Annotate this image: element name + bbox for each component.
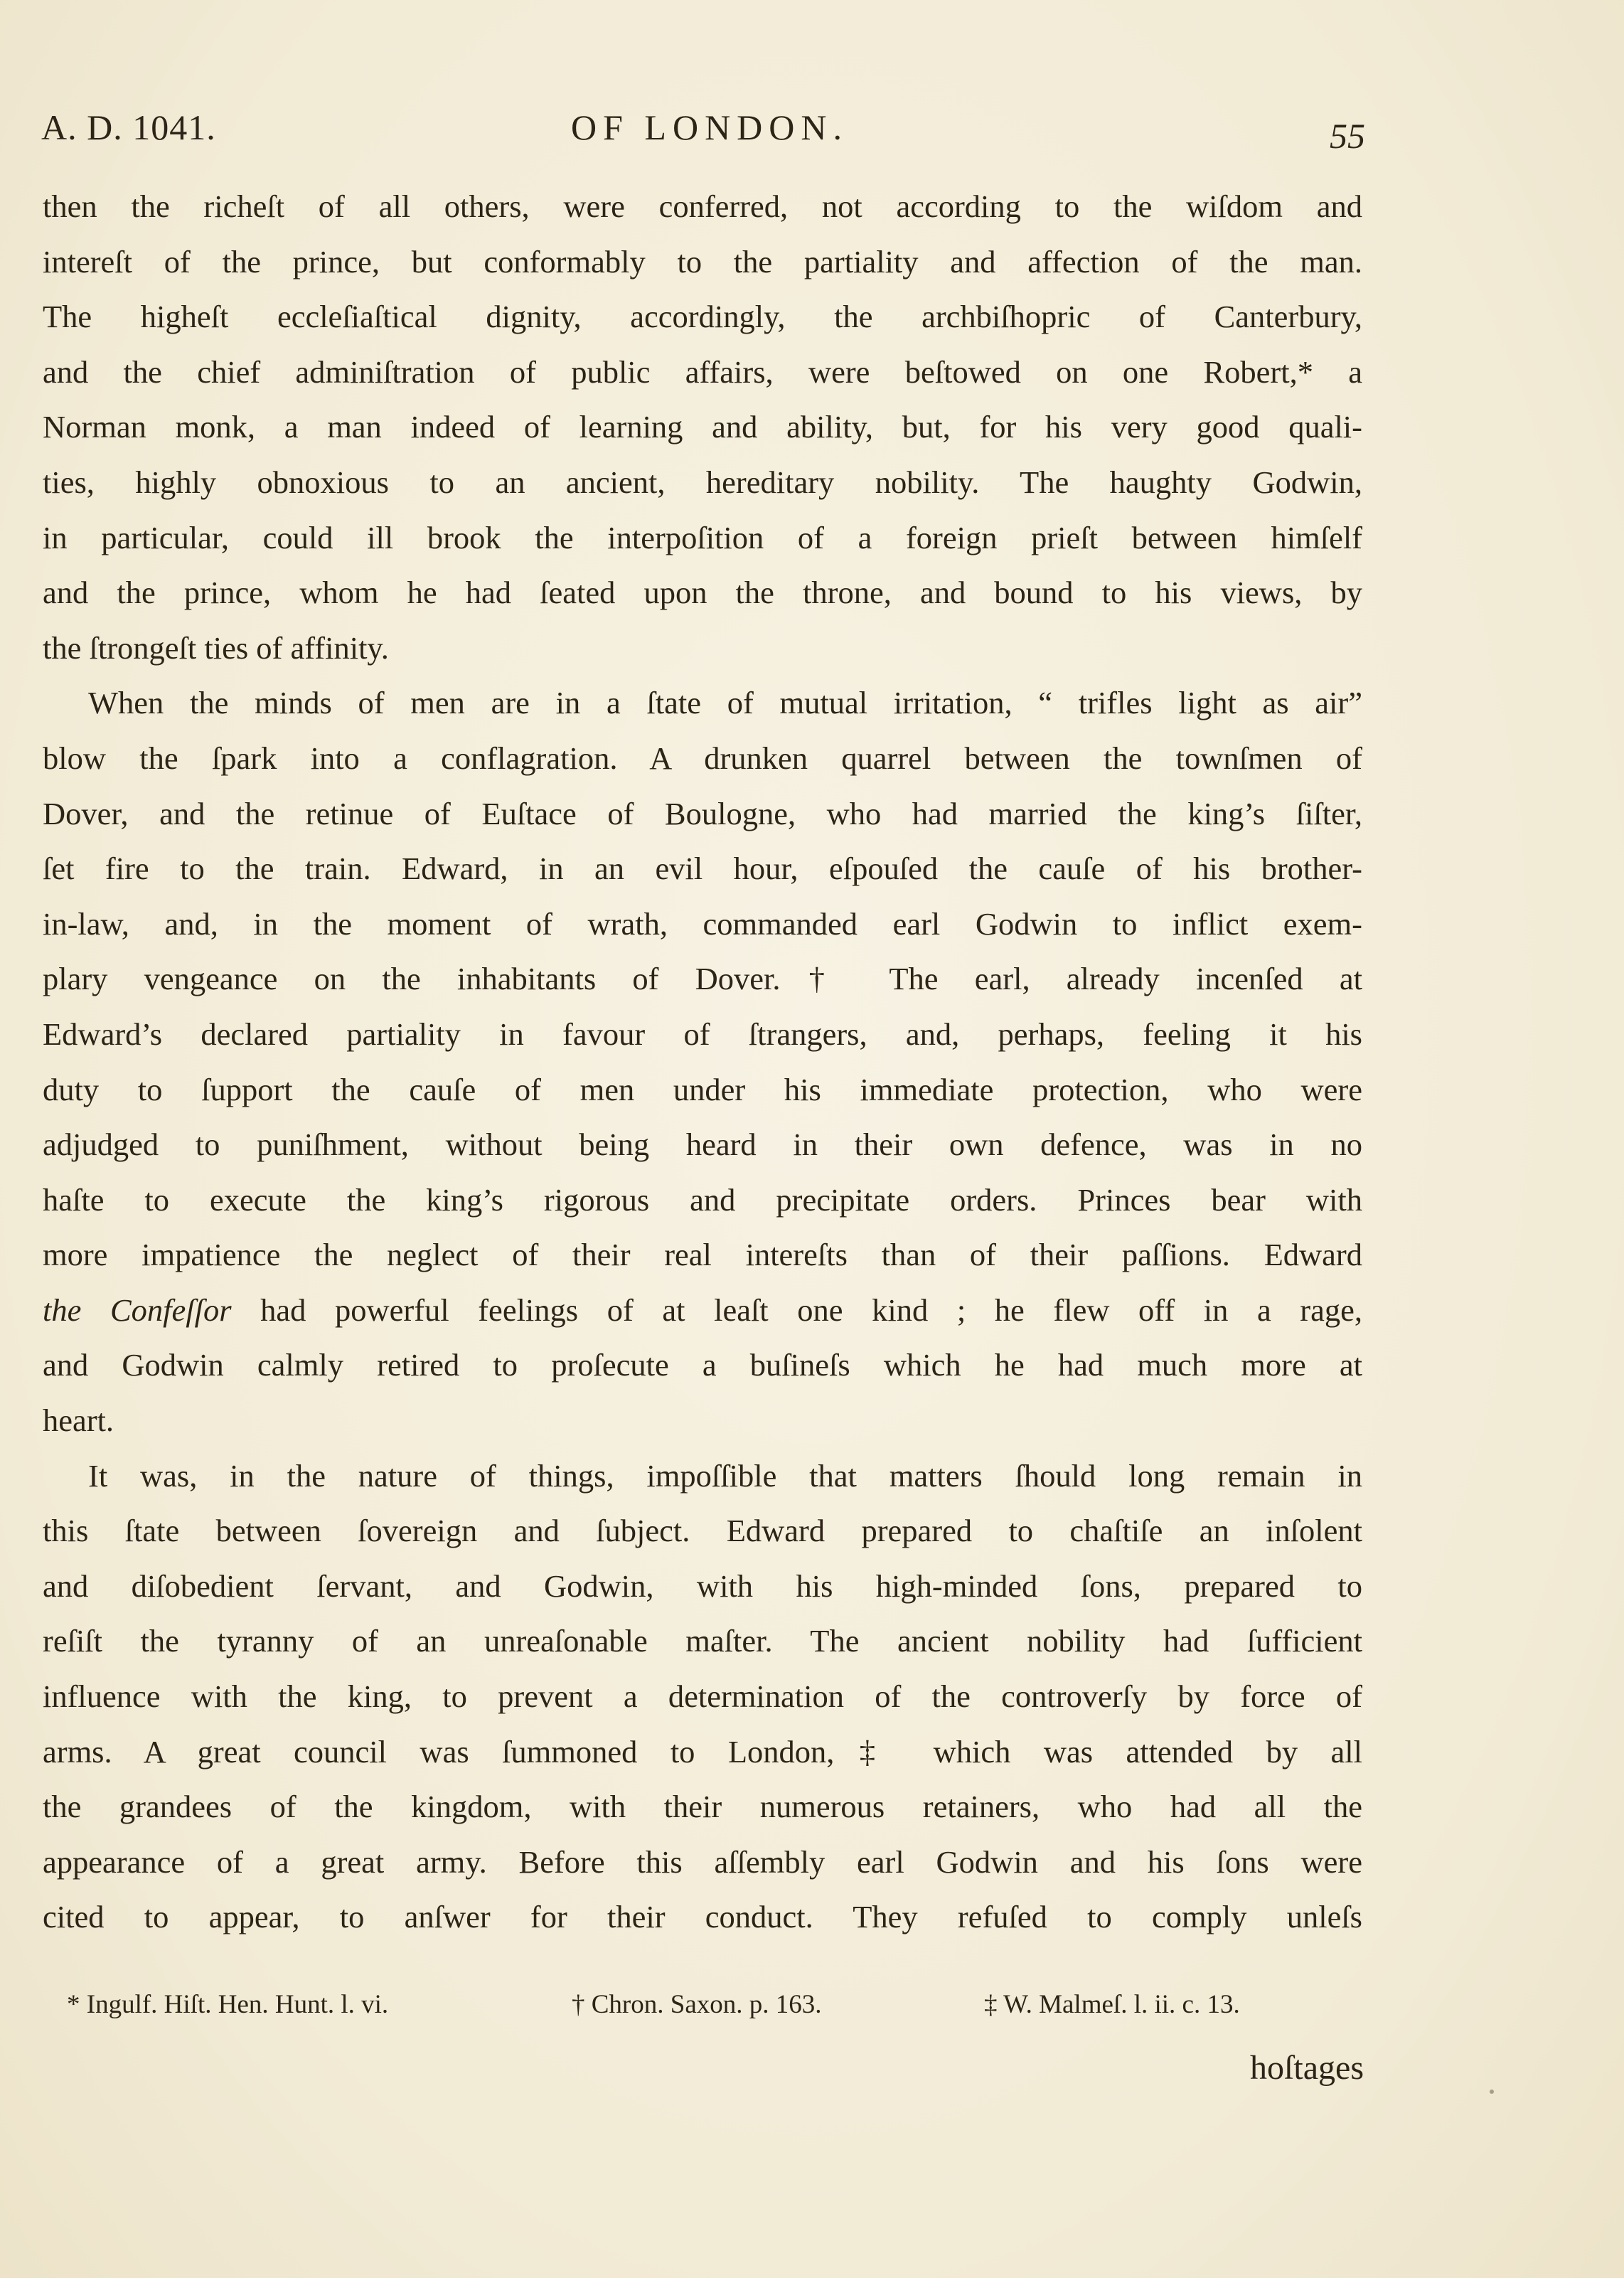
text-line: Norman monk, a man indeed of learning and ability, but, for his very good quali-: [43, 409, 1362, 445]
footnote-3: ‡ W. Malmeſ. l. ii. c. 13.: [984, 1990, 1240, 2019]
text-line: and Godwin calmly retired to proſecute a buſineſs which he had much more at: [43, 1347, 1362, 1383]
text-line: Edward’s declared partiality in favour of ſtrangers, and, perhaps, feeling it his: [43, 1016, 1362, 1052]
text-line: reſiſt the tyranny of an unreaſonable maſter. The ancient nobility had ſufficient: [43, 1623, 1362, 1659]
text-line: this ſtate between ſovereign and ſubject. Edward prepared to chaſtiſe an inſolent: [43, 1513, 1362, 1549]
text-line: ſet fire to the train. Edward, in an evil hour, eſpouſed the cauſe of his brother-: [43, 851, 1362, 887]
header-title: OF LONDON.: [571, 107, 848, 147]
text-line: and the chief adminiſtration of public affairs, were beſtowed on one Robert,* a: [43, 353, 1362, 390]
page-number: 55: [1330, 116, 1365, 156]
text-line: and diſobedient ſervant, and Godwin, with his high-minded ſons, prepared to: [43, 1568, 1362, 1604]
text-line: the Confeſſor had powerful feelings of at leaſt one kind ; he flew off in a rage,: [43, 1292, 1362, 1328]
text-line: in-law, and, in the moment of wrath, commanded earl Godwin to inflict exem-: [43, 905, 1362, 942]
footnote-2: † Chron. Saxon. p. 163.: [572, 1990, 822, 2019]
text-line: duty to ſupport the cauſe of men under his immediate protection, who were: [43, 1071, 1362, 1107]
text-line: intereſt of the prince, but conformably to the partiality and affection of the man.: [43, 243, 1362, 280]
body-text: [43, 179, 1362, 1945]
text-line: plary vengeance on the inhabitants of Dover.† The earl, already incenſed at: [43, 961, 1362, 997]
text-line: then the richeſt of all others, were conferred, not according to the wiſdom and: [43, 188, 1362, 224]
text-line: haſte to execute the king’s rigorous and precipitate orders. Princes bear with: [43, 1181, 1362, 1218]
text-line: the grandees of the kingdom, with their numerous retainers, who had all the: [43, 1789, 1362, 1825]
catchword: hoſtages: [1250, 2049, 1364, 2087]
text-line: blow the ſpark into a conflagration. A drunken quarrel between the townſmen of: [43, 740, 1362, 776]
paper-speck: [1490, 2090, 1494, 2094]
text-line: appearance of a great army. Before this aſſembly earl Godwin and his ſons were: [43, 1843, 1362, 1880]
text-line: When the minds of men are in a ſtate of mutual irritation, “ trifles light as air”: [88, 685, 1362, 721]
italic-phrase: the Confeſſor: [43, 1292, 232, 1328]
text-line: in particular, could ill brook the interpoſition of a foreign prieſt between himſelf: [43, 519, 1362, 555]
text-line: influence with the king, to prevent a determination of the controverſy by force of: [43, 1678, 1362, 1715]
running-header: [41, 107, 1365, 164]
text-line: adjudged to puniſhment, without being heard in their own defence, was in no: [43, 1127, 1362, 1163]
text-line: more impatience the neglect of their real intereſts than of their paſſions. Edward: [43, 1237, 1362, 1273]
text-line: the ſtrongeſt ties of affinity.: [43, 629, 389, 666]
text-line: It was, in the nature of things, impoſſible that matters ſhould long remain in: [88, 1457, 1362, 1494]
text-line: arms. A great council was ſummoned to London,‡ which was attended by all: [43, 1733, 1362, 1769]
header-date: A. D. 1041.: [41, 107, 216, 147]
text-line: cited to appear, to anſwer for their conduct. They refuſed to comply unleſs: [43, 1899, 1362, 1935]
footnotes: [67, 1989, 1368, 2032]
footnote-1: * Ingulf. Hiſt. Hen. Hunt. l. vi.: [67, 1990, 389, 2019]
text-line: and the prince, whom he had ſeated upon the throne, and bound to his views, by: [43, 575, 1362, 611]
text-line: heart.: [43, 1403, 114, 1439]
text-line: Dover, and the retinue of Euſtace of Boulogne, who had married the king’s ſiſter,: [43, 795, 1362, 831]
text-line: The higheſt eccleſiaſtical dignity, accordingly, the archbiſhopric of Canterbury,: [43, 299, 1362, 335]
text-line: ties, highly obnoxious to an ancient, hereditary nobility. The haughty Godwin,: [43, 464, 1362, 500]
